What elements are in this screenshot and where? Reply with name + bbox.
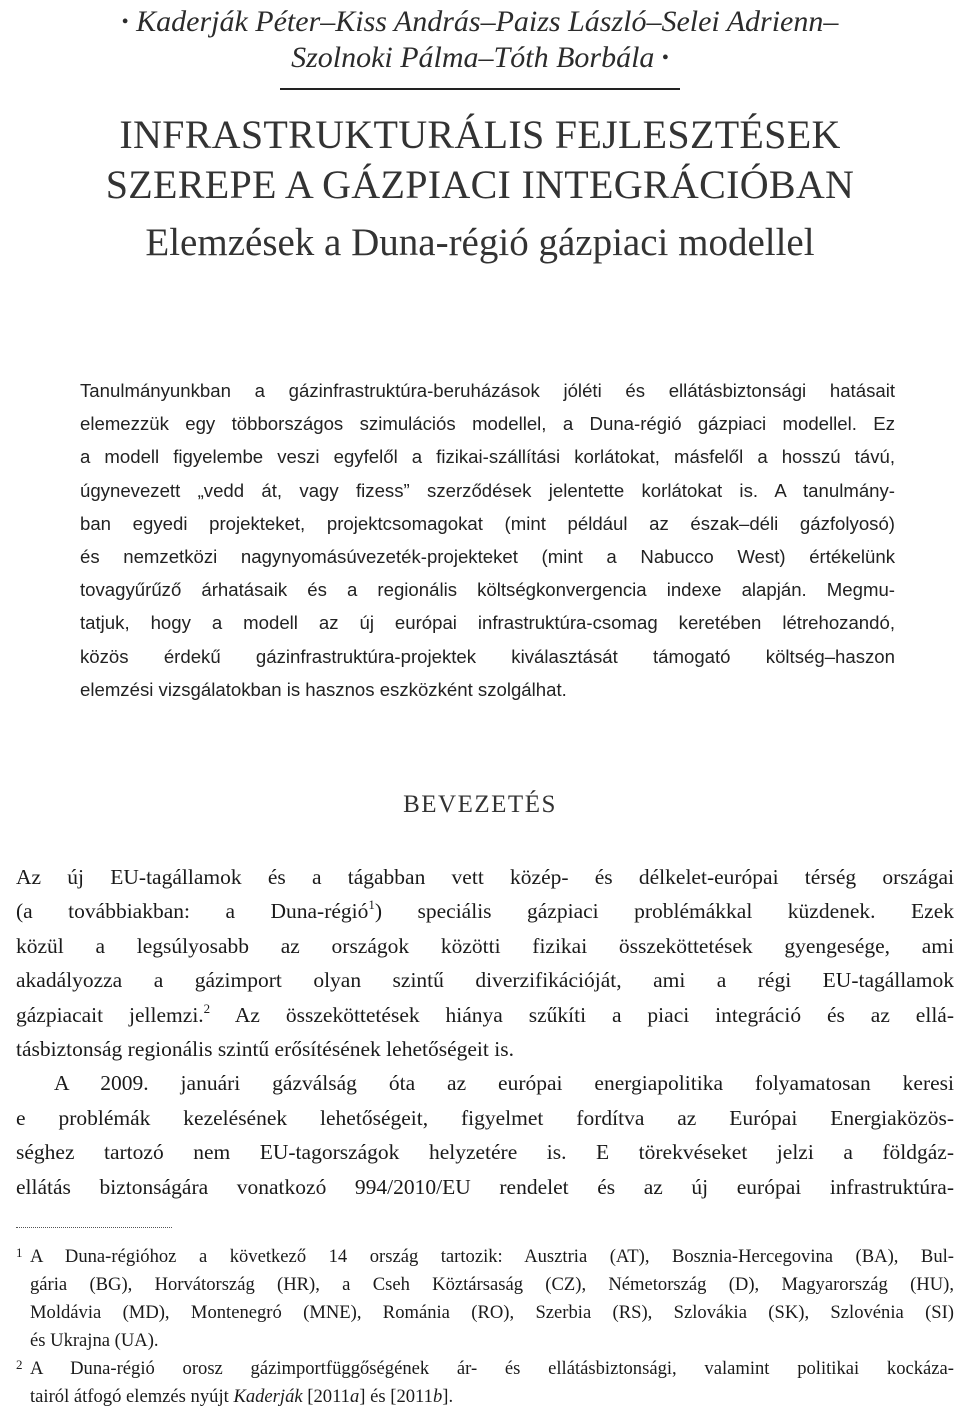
body-line: A 2009. januári gázválság óta az európai energiapolitika folyamatosan keresi [54,1071,954,1096]
abstract-line: úgynevezett „vedd át, vagy fizess” szerződések jelentette korlátokat is. A tanulmány- [80,479,895,501]
abstract-line: a modell figyelembe veszi egyfelől a fizikai-szállítási korlátokat, másfelől a hosszú távú, [80,446,895,468]
abstract-line: elemzési vizsgálatokban is hasznos eszközként szolgálhat. [80,678,567,700]
authors-text-1: Kaderják Péter–Kiss András–Paizs László–Selei Adrienn– [136,5,839,38]
cited-author: Kaderják [233,1386,303,1407]
body-line: Az új EU-tagállamok és a tágabban vett közép- és délkelet-európai térség országai [16,865,954,889]
footnote-text-run: [2011 [302,1386,350,1407]
body-line: séghez tartozó nem EU-tagországok helyzetére is. E törekvéseket jelzi a földgáz- [16,1140,954,1165]
authors-line-1 [0,2,960,42]
citation-letter: a [349,1386,360,1407]
footnote-text-run: ]. [442,1386,454,1407]
abstract [80,374,895,706]
paper-subtitle: Elemzések a Duna-régió gázpiaci modellel [145,221,815,264]
paper-title [0,110,960,210]
body-line: e problémák kezelésének lehetőségeit, figyelmet fordítva az Európai Energiaközös- [16,1105,954,1130]
body-text-run: (a továbbiakban: a Duna-régió [16,899,369,924]
body-text [16,860,954,1204]
title-divider [280,88,680,90]
footnote-line: gária (BG), Horvátország (HR), a Cseh Köztársaság (CZ), Németország (D), Magyarország (HU), [30,1274,954,1295]
section-heading: BEVEZETÉS [403,791,557,818]
footnote-number: 2 [16,1357,23,1372]
body-line [16,894,954,928]
abstract-line: Tanulmányunkban a gázinfrastruktúra-beruházások jóléti és ellátásbiztonsági hatásait [80,380,895,401]
footnote-divider [16,1227,172,1228]
footnote-ref-2[interactable]: 2 [203,1000,211,1016]
body-text-run: Az összeköttetések hiánya szűkíti a piaci integráció és az ellá- [210,1002,954,1027]
footnote-line: A Duna-régió orosz gázimportfüggőségének ár- és ellátásbiztonsági, valamint politikai kockáza- [30,1358,954,1379]
body-line [16,998,954,1032]
footnote-1 [16,1243,954,1355]
abstract-line: ban egyedi projekteket, projektcsomagokat (mint például az észak–déli gázfolyosó) [80,512,895,534]
title-line-2: SZEREPE A GÁZPIACI INTEGRÁCIÓBAN [105,162,855,207]
bullet-icon: • [661,47,669,69]
bullet-icon: • [121,11,129,33]
footnote-2 [16,1355,954,1411]
abstract-line: és nemzetközi nagynyomásúvezeték-projekteket (mint a Nabucco West) értékelünk [80,545,895,567]
footnote-line [30,1383,954,1411]
abstract-line: tovagyűrűző árhatásaik és a regionális költségkonvergencia indexe alapján. Megmu- [80,579,895,601]
citation-letter: b [432,1386,443,1407]
authors-line-2 [0,38,960,78]
footnote-line: A Duna-régióhoz a következő 14 ország tartozik: Ausztria (AT), Bosznia-Hercegovina (BA), Bul- [30,1246,954,1267]
footnote-line: Moldávia (MD), Montenegró (MNE), Románia (RO), Szerbia (RS), Szlovákia (SK), Szlovénia (SI) [30,1302,954,1323]
body-line: akadályozza a gázimport olyan szintű diverzifikációját, ami a régi EU-tagállamok [16,968,954,993]
body-line: tásbiztonság regionális szintű erősítésének lehetőségeit is. [16,1036,514,1061]
footnote-ref-1[interactable]: 1 [368,897,375,913]
footnote-line: és Ukrajna (UA). [30,1330,159,1351]
authors-text-2: Szolnoki Pálma–Tóth Borbála [291,41,655,74]
footnote-number: 1 [16,1245,23,1260]
body-text-run: ) speciális gázpiaci problémákkal küzdenek. Ezek [374,899,954,924]
abstract-line: elemezzük egy többországos szimulációs modellel, a Duna-régió gázpiaci modellel. Ez [80,413,895,435]
body-text-run: gázpiacait jellemzi. [16,1002,204,1027]
body-line: közül a legsúlyosabb az országok közötti fizikai összeköttetések gyengesége, ami [16,933,954,958]
footnote-text-run: ] és [2011 [359,1386,433,1407]
footnote-text-run: tairól átfogó elemzés nyújt [30,1386,234,1407]
body-line: ellátás biztonságára vonatkozó 994/2010/EU rendelet és az új európai infrastruktúra- [16,1174,954,1199]
title-line-1: INFRASTRUKTURÁLIS FEJLESZTÉSEK [119,112,841,157]
abstract-line: közös érdekű gázinfrastruktúra-projektek kiválasztását támogató költség–haszon [80,645,895,667]
abstract-line: tatjuk, hogy a modell az új európai infrastruktúra-csomag keretében létrehozandó, [80,612,895,634]
